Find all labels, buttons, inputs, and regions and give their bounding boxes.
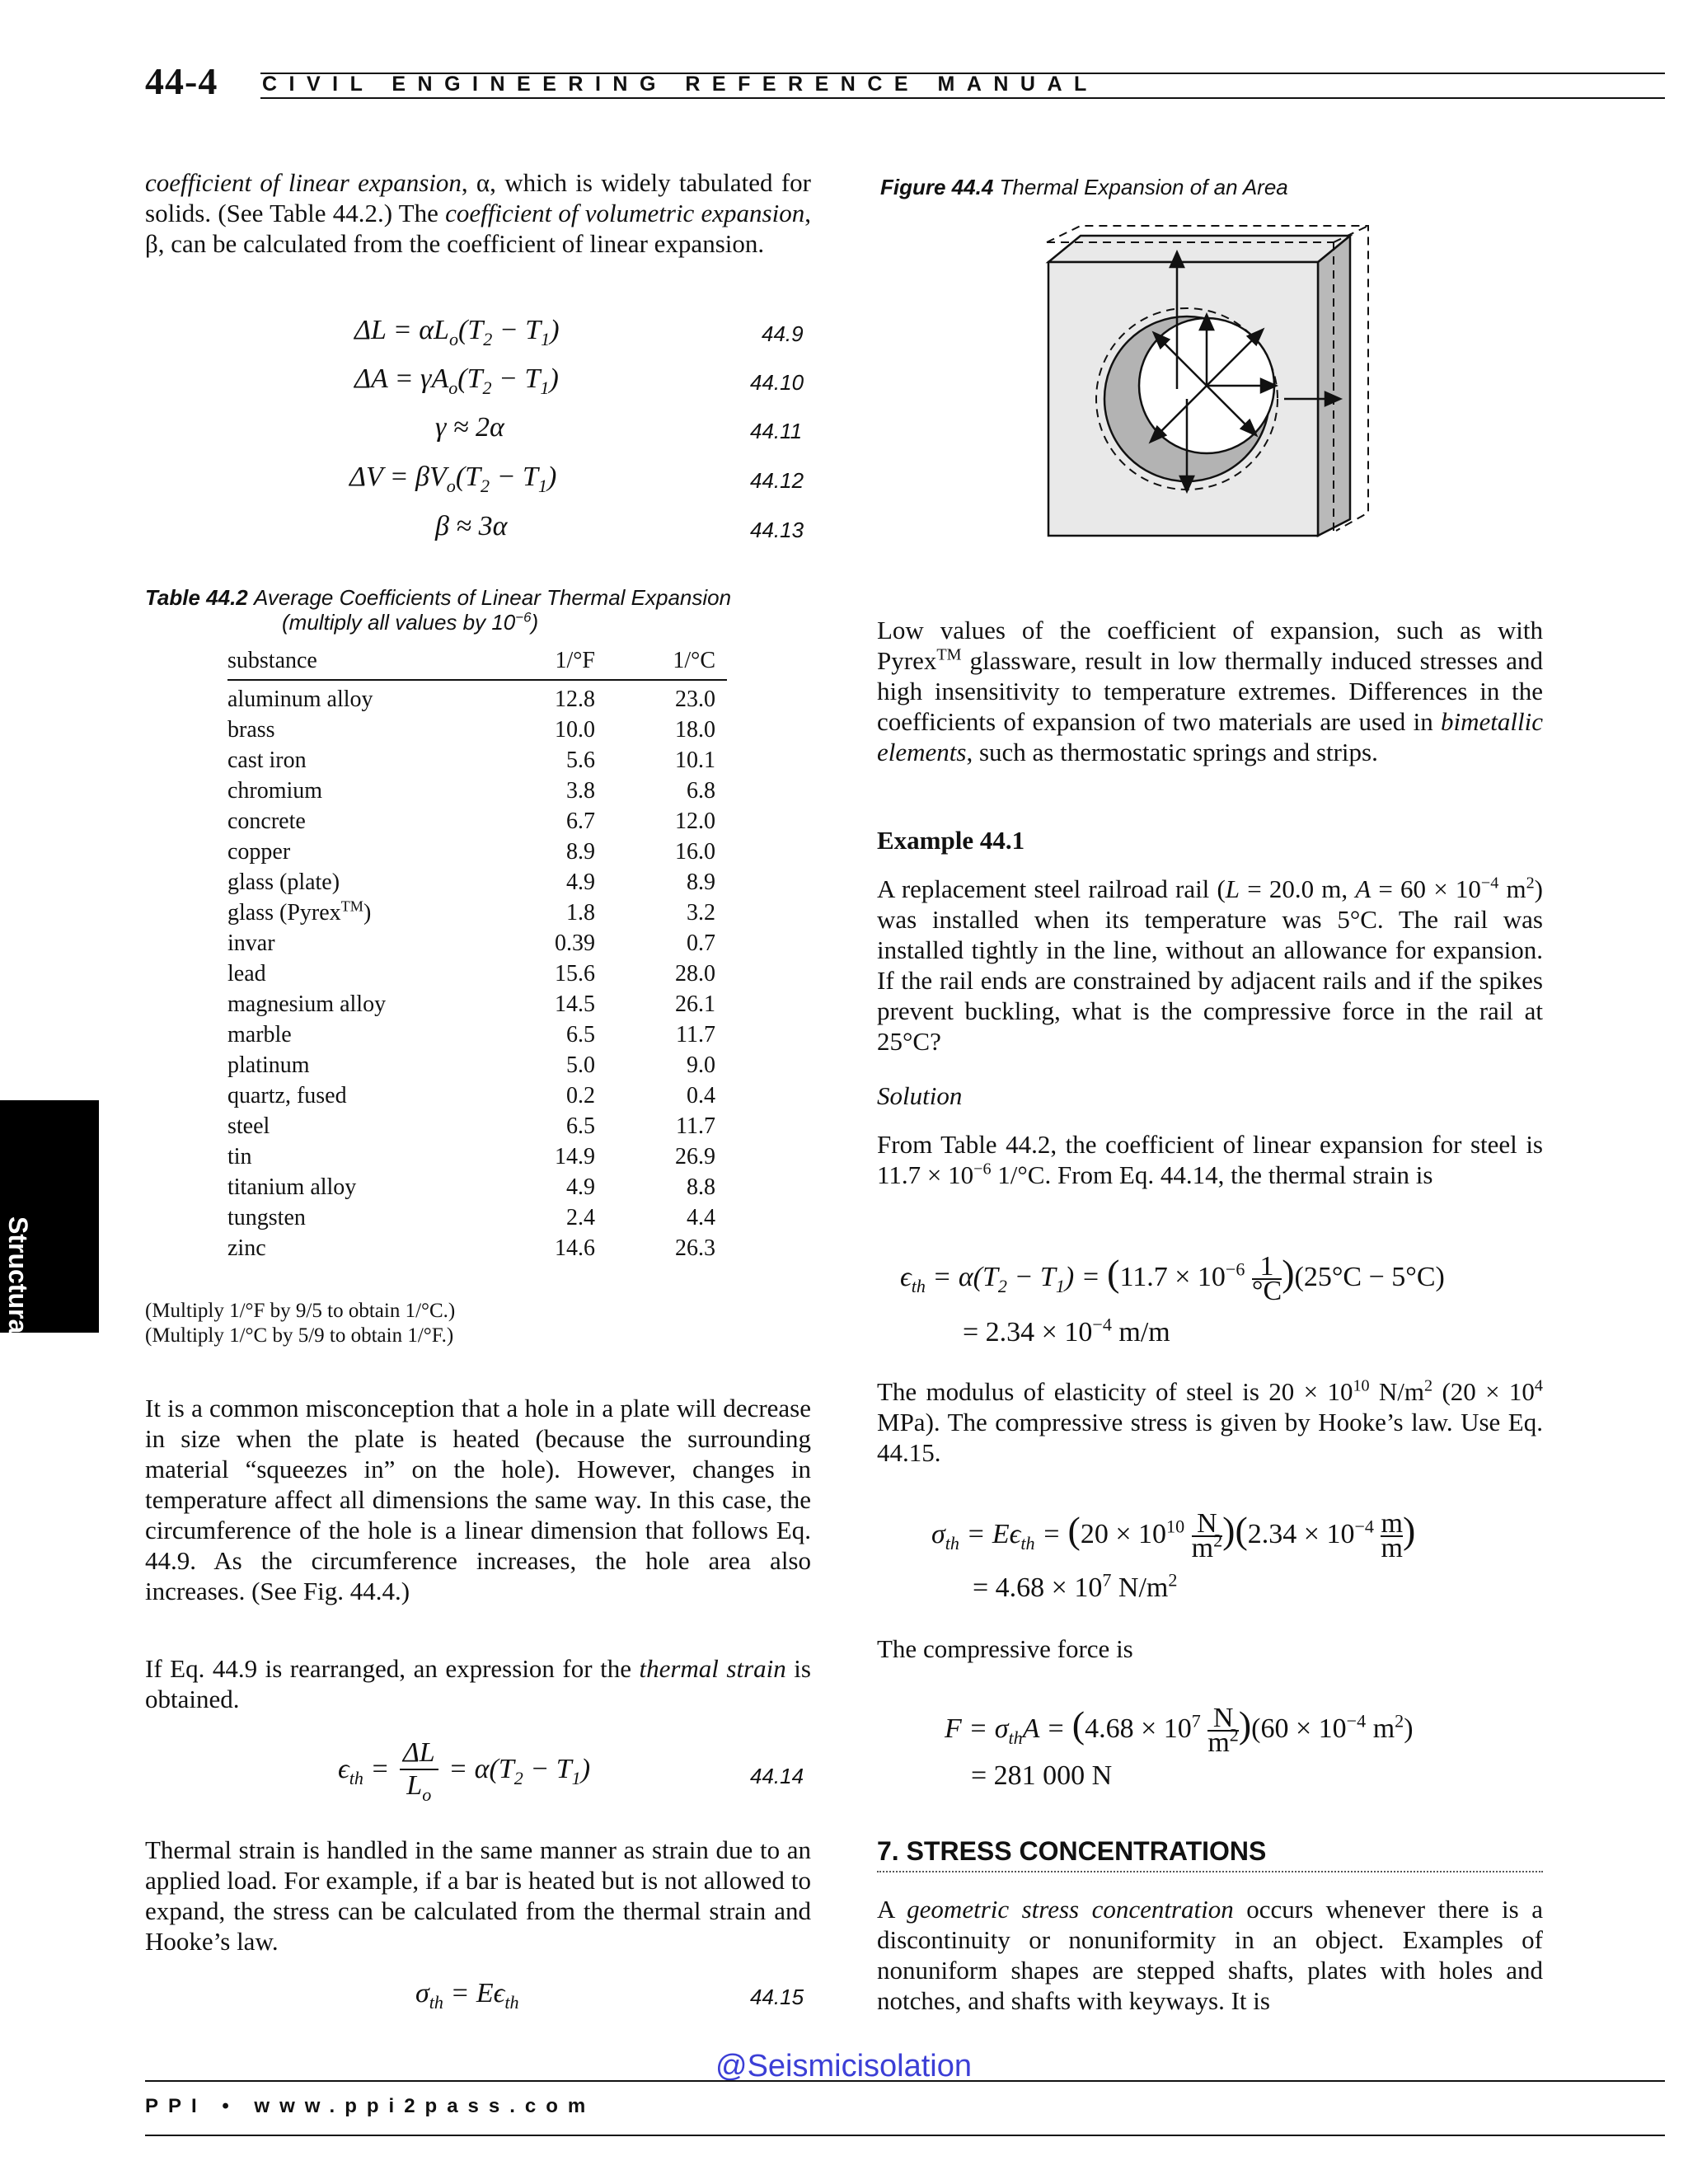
- substance-cell: chromium: [227, 778, 323, 804]
- table-row: [227, 1172, 715, 1202]
- solution-label: Solution: [877, 1081, 963, 1110]
- coef-c-cell: 0.7: [687, 930, 715, 956]
- low-values-paragraph: Low values of the coefficient of expansion, such as with Pyrex™ glassware, result in low thermally induced stresses and high insensitivity to temperature extremes. Differences in the coefficients of expansion of two materials are used in bimetallic elements, such as thermostatic springs and strips.: [877, 616, 1543, 766]
- table-row: [227, 1111, 715, 1141]
- table-header-cell: substance: [227, 648, 317, 673]
- table-row: [227, 715, 715, 745]
- coef-c-cell: 12.0: [675, 808, 715, 834]
- coef-c-cell: 0.4: [687, 1083, 715, 1108]
- table-row: [227, 745, 715, 776]
- thermal-strain-equation: $\epsilon_{th}$ = $\frac{\Delta L}{L_o}$ = $\alpha(T_2 - T_1)$: [338, 1737, 591, 1805]
- equation-number: 44.11: [750, 419, 803, 443]
- substance-cell: steel: [227, 1113, 270, 1139]
- coef-c-cell: 8.8: [687, 1174, 715, 1200]
- footer-url: PPI • www.ppi2pass.com: [145, 2095, 596, 2117]
- equation-expression: $\sigma_{th} = E\epsilon_{th}$: [415, 1978, 519, 2013]
- table-header-rule: [227, 679, 727, 681]
- table-row: [227, 684, 715, 715]
- coef-f-cell: 5.6: [566, 748, 595, 773]
- coef-f-cell: 6.5: [566, 1022, 595, 1047]
- coef-f-cell: 6.5: [566, 1113, 595, 1139]
- substance-cell: cast iron: [227, 748, 307, 773]
- coef-f-cell: 14.5: [555, 991, 595, 1017]
- coef-c-cell: 8.9: [687, 869, 715, 895]
- coef-c-cell: 4.4: [687, 1205, 715, 1230]
- coef-c-cell: 23.0: [675, 687, 715, 712]
- substance-cell: glass (Pyrex™): [227, 898, 372, 926]
- substance-cell: tungsten: [227, 1205, 306, 1230]
- running-title: CIVIL ENGINEERING REFERENCE MANUAL: [262, 73, 1099, 96]
- equation-expression: β ≈ 3α: [435, 511, 508, 541]
- header-rule-bottom: [260, 97, 1665, 99]
- coef-c-cell: 28.0: [675, 961, 715, 987]
- table-row: [227, 989, 715, 1019]
- table-row: [227, 806, 715, 837]
- figure-title: Thermal Expansion of an Area: [999, 175, 1288, 199]
- coefficient-table: [227, 645, 727, 1263]
- coef-c-cell: 26.3: [675, 1235, 715, 1261]
- table-row: [227, 1141, 715, 1172]
- table-note: (Multiply 1/°C by 5/9 to obtain 1/°F.): [145, 1324, 454, 1347]
- table-body: [227, 684, 715, 1263]
- substance-cell: platinum: [227, 1052, 310, 1078]
- table-note: (Multiply 1/°F by 9/5 to obtain 1/°C.): [145, 1300, 456, 1322]
- table-header-row: [227, 645, 715, 676]
- stress-calculation: $\sigma_{th} = E\epsilon_{th} = (20 \times 10^{10}$ $\frac{N}{m^2}$ )($2.34 \times 10^{-4}$ $\frac{m}{m}$ ): [931, 1508, 1416, 1564]
- table-row: [227, 837, 715, 867]
- table-notes: [145, 1299, 455, 1348]
- substance-cell: lead: [227, 961, 266, 987]
- substance-cell: zinc: [227, 1235, 266, 1261]
- figure-label: Figure 44.4: [880, 175, 994, 199]
- equation-number: 44.12: [750, 468, 804, 493]
- coef-c-cell: 26.1: [675, 991, 715, 1017]
- solution-intro: From Table 44.2, the coefficient of linear expansion for steel is $11.7 \times 10^{-6}$ 1/°C. From Eq. 44.14, the thermal strain is: [877, 1130, 1543, 1189]
- table-caption: [145, 585, 731, 611]
- coef-c-cell: 3.2: [687, 900, 715, 926]
- coef-f-cell: 3.8: [566, 778, 595, 804]
- substance-cell: magnesium alloy: [227, 991, 387, 1017]
- equation-number: 44.10: [750, 370, 804, 395]
- coef-f-cell: 0.39: [555, 930, 595, 956]
- table-title: Average Coefficients of Linear Thermal Expansion: [254, 585, 732, 610]
- force-calculation: $F = \sigma_{th}A = (4.68 \times 10^7$ $\frac{N}{m^2}$ )($60 \times 10^{-4}$ $m^2$): [945, 1703, 1414, 1759]
- watermark: @Seismicisolation: [715, 2049, 973, 2083]
- table-row: [227, 1233, 715, 1263]
- intro-paragraph: coefficient of linear expansion, α, which is widely tabulated for solids. (See Table 44.2.) The coefficient of volumetric expansion, β, can be calculated from the coefficient of linear expansion.: [145, 168, 812, 258]
- coef-f-cell: 4.9: [566, 1174, 595, 1200]
- coef-c-cell: 11.7: [676, 1113, 715, 1139]
- section-heading-rule: [877, 1871, 1543, 1872]
- table-row: [227, 928, 715, 958]
- rearranged-paragraph: If Eq. 44.9 is rearranged, an expression for the thermal strain is obtained.: [145, 1654, 811, 1713]
- coef-f-cell: 8.9: [566, 839, 595, 865]
- table-row: [227, 867, 715, 898]
- stress-concentration-paragraph: A geometric stress concentration occurs whenever there is a discontinuity or nonuniformity in an object. Examples of nonuniform shapes are stepped shafts, plates with holes and notches, and shafts with keyways. It is: [877, 1895, 1543, 2015]
- coef-f-cell: 10.0: [555, 717, 595, 743]
- substance-cell: titanium alloy: [227, 1174, 357, 1200]
- table-row: [227, 1080, 715, 1111]
- coef-f-cell: 14.6: [555, 1235, 595, 1261]
- coef-f-cell: 4.9: [566, 869, 595, 895]
- misconception-paragraph: It is a common misconception that a hole in a plate will decrease in size when the plate is heated (because the surrounding material “squeezes in” on the hole). However, changes in temperature affect all dimensions the same way. In this case, the circumference of the hole is a linear dimension that follows Eq. 44.9. As the circumference increases, the hole area also increases. (See Fig. 44.4.): [145, 1394, 811, 1605]
- coef-c-cell: 9.0: [687, 1052, 715, 1078]
- strain-paragraph: Thermal strain is handled in the same manner as strain due to an applied load. For example, if a bar is heated but is not allowed to expand, the stress can be calculated from the thermal strain and Hooke’s law.: [145, 1835, 811, 1956]
- substance-cell: tin: [227, 1144, 252, 1169]
- substance-cell: brass: [227, 717, 275, 743]
- side-tab-label: Structural: [3, 1216, 33, 1342]
- coef-f-cell: 6.7: [566, 808, 595, 834]
- table-header-cell: 1/°F: [555, 648, 595, 673]
- table-row: [227, 1202, 715, 1233]
- coef-c-cell: 26.9: [675, 1144, 715, 1169]
- example-title: Example 44.1: [877, 826, 1025, 855]
- coef-f-cell: 1.8: [566, 900, 595, 926]
- equation-number: 44.14: [750, 1764, 804, 1788]
- table-row: [227, 898, 715, 928]
- plate-top-face: [1048, 236, 1350, 262]
- equation-number: 44.13: [750, 518, 804, 542]
- footer-rule-top: [145, 2080, 1665, 2082]
- page-number: 44-4: [145, 60, 218, 102]
- coef-f-cell: 0.2: [566, 1083, 595, 1108]
- substance-cell: concrete: [227, 808, 306, 834]
- table-row: [227, 958, 715, 989]
- modulus-paragraph: The modulus of elasticity of steel is $20 \times 10^{10}$ $N/m^2$ ($20 \times 10^4$ MPa). The compressive stress is given by Hooke’s law. Use Eq. 44.15.: [877, 1376, 1543, 1467]
- substance-cell: copper: [227, 839, 291, 865]
- coef-f-cell: 15.6: [555, 961, 595, 987]
- equation-number: 44.9: [762, 321, 804, 346]
- equation-number: 44.15: [750, 1985, 804, 2009]
- coef-c-cell: 16.0: [675, 839, 715, 865]
- table-row: [227, 1050, 715, 1080]
- force-intro: The compressive force is: [877, 1634, 1133, 1663]
- section-heading: 7. STRESS CONCENTRATIONS: [877, 1836, 1267, 1866]
- coef-c-cell: 6.8: [687, 778, 715, 804]
- coef-f-cell: 5.0: [566, 1052, 595, 1078]
- substance-cell: aluminum alloy: [227, 687, 373, 712]
- force-result: = 281 000 N: [971, 1760, 1113, 1791]
- substance-cell: quartz, fused: [227, 1083, 347, 1108]
- coef-c-cell: 11.7: [676, 1022, 715, 1047]
- equation-expression: γ ≈ 2α: [435, 412, 504, 443]
- figure-caption: [880, 175, 1288, 200]
- coef-f-cell: 2.4: [566, 1205, 595, 1230]
- table-row: [227, 1019, 715, 1050]
- coef-c-cell: 10.1: [675, 748, 715, 773]
- equation-expression: $\Delta L = \alpha L_o(T_2 - T_1)$: [354, 315, 560, 349]
- substance-cell: glass (plate): [227, 869, 340, 895]
- table-label: Table 44.2: [145, 585, 248, 610]
- equation-expression: $\Delta V = \beta V_o(T_2 - T_1)$: [349, 462, 557, 496]
- header-rule-top: [260, 73, 1665, 74]
- coef-f-cell: 12.8: [555, 687, 595, 712]
- footer-rule-bottom: [145, 2135, 1665, 2136]
- strain-result: = $2.34 \times 10^{-4}$ m/m: [963, 1314, 1170, 1347]
- thermal-expansion-figure: [1045, 224, 1385, 546]
- table-caption-multiplier: (multiply all values by $10^{-6}$): [282, 609, 539, 635]
- table-row: [227, 776, 715, 806]
- table-header-cell: 1/°C: [673, 648, 715, 673]
- substance-cell: marble: [227, 1022, 292, 1047]
- example-statement: A replacement steel railroad rail (L = 20.0 m, $A = 60 \times 10^{-4}$ $m^2$) was installed when its temperature was 5°C. The rail was installed tightly in the line, without an allowance for expansion. If the rail ends are constrained by adjacent rails and if the spikes prevent buckling, what is the compressive force in the rail at 25°C?: [877, 874, 1543, 1056]
- strain-calculation: $\epsilon_{th} = \alpha(T_2 - T_1) = (11.7 \times 10^{-6}$ $\frac{1}{^\circ C}$ )(25°C − 5°C): [900, 1251, 1445, 1307]
- coef-f-cell: 14.9: [555, 1144, 595, 1169]
- substance-cell: invar: [227, 930, 275, 956]
- equation-expression: $\Delta A = \gamma A_o(T_2 - T_1)$: [354, 363, 559, 398]
- coef-c-cell: 18.0: [675, 717, 715, 743]
- stress-result: = $4.68 \times 10^7$ $N/m^2$: [973, 1569, 1178, 1603]
